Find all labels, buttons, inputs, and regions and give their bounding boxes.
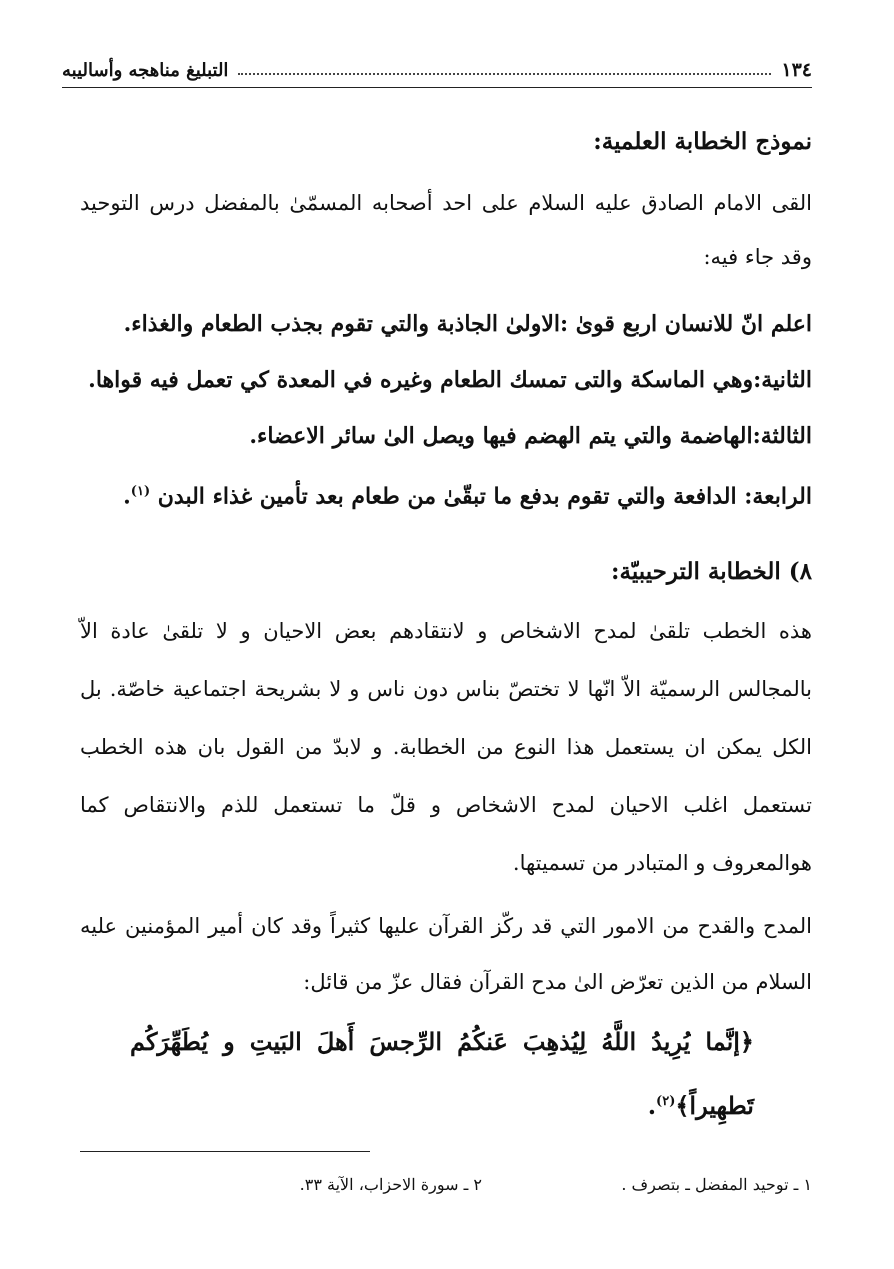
footnote-ref-1: (١): [130, 484, 151, 499]
footnote-2: ٢ ـ سورة الاحزاب، الآية ٣٣.: [299, 1175, 482, 1194]
quoted-list: [80, 296, 812, 524]
footnotes: [80, 1175, 812, 1194]
footnote-1: ١ ـ توحيد المفضل ـ بتصرف .: [621, 1175, 812, 1194]
quote-line-4: الرابعة: الدافعة والتي تقوم بدفع ما تبقّىٰ من طعام بعد تأمين غذاء البدن $^{(١)}$.: [123, 483, 812, 510]
welcome-paragraph-2: المدح والقدح من الامور التي قد ركّز القرآن عليها كثيراً وقد كان أمير المؤمنين عليه السلام من الذين تعرّض الىٰ مدح القرآن فقال عزّ من قائل:: [80, 914, 812, 994]
book-title: التبليغ مناهجه وأساليبه: [62, 60, 229, 81]
welcome-paragraph-1: هذه الخطب تلقىٰ لمدح الاشخاص و لانتقادهم بعض الاحيان و لا تلقىٰ عادة الاّ بالمجالس الرسميّة الاّ انّها لا تختصّ بناس دون ناس و لا بشريحة اجتماعية خاصّة. بل الكل يمكن ان يستعمل هذا النوع من الخطابة. و لابدّ من القول بان هذه الخطب تستعمل اغلب الاحيان لمدح الاشخاص و قلّ ما تستعمل للذم والانتقاص كما هوالمعروف و المتبادر من تسميتها.: [80, 619, 812, 875]
section-heading-welcome-speech: ٨) الخطابة الترحيبيّة:: [611, 558, 812, 585]
section-heading-scientific-speech: نموذج الخطابة العلمية:: [593, 128, 812, 155]
quran-verse: ﴿إنَّما يُرِيدُ اللَّهُ لِيُذهِبَ عَنكُمُ الرِّجسَ أَهلَ البَيتِ و يُطَهِّرَكُم تَطهِيراً﴾$^{(٢)}$.: [130, 1027, 754, 1120]
quote-line-2: الثانية:وهي الماسكة والتى تمسك الطعام وغيره في المعدة كي تعمل فيه قواها.: [88, 367, 812, 393]
page-number: ١٣٤: [781, 59, 812, 81]
footnote-separator: [80, 1151, 370, 1152]
quote-line-1: اعلم انّ للانسان اربع قوىٰ :الاولىٰ الجاذبة والتي تقوم بجذب الطعام والغذاء.: [123, 311, 812, 337]
footnote-ref-2: (٢): [656, 1094, 676, 1109]
quote-line-3: الثالثة:الهاضمة والتي يتم الهضم فيها ويصل الىٰ سائر الاعضاء.: [249, 423, 812, 449]
intro-paragraph: القى الامام الصادق عليه السلام على احد أصحابه المسمّىٰ بالمفضل درس التوحيد وقد جاء فيه:: [80, 191, 812, 269]
header-dot-leader: [238, 73, 771, 75]
running-header: [62, 48, 812, 88]
